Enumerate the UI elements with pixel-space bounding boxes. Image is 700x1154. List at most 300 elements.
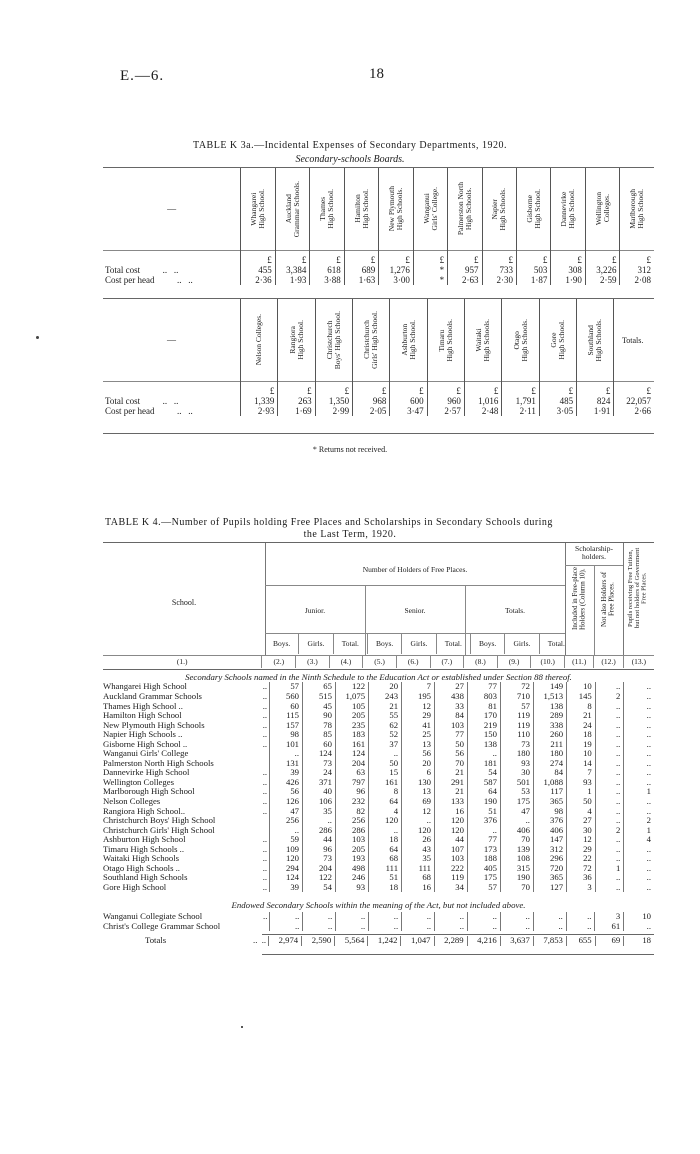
k4-school-name: Gisborne High School .. bbox=[103, 738, 188, 749]
k4-value: .. bbox=[270, 912, 303, 922]
stray-dot bbox=[36, 336, 39, 339]
k4-leader-dots: .. bbox=[262, 710, 268, 721]
k4-value: 119 bbox=[500, 720, 533, 730]
table-row bbox=[103, 720, 654, 730]
k3a-column-label: Marlborough High School. bbox=[628, 189, 646, 229]
k4-value: 149 bbox=[533, 682, 566, 692]
k3a-column-label: Auckland Grammar Schools. bbox=[283, 180, 301, 238]
k4-value: 501 bbox=[500, 777, 533, 787]
k3a-column-label: Wanganui Girls' College. bbox=[421, 187, 439, 231]
table-row bbox=[103, 787, 654, 797]
k4-value: 296 bbox=[533, 854, 566, 864]
k4-bottom-rule bbox=[262, 954, 654, 955]
k3a-value: 2·63 bbox=[448, 275, 482, 285]
k3a-value: 2·08 bbox=[620, 275, 654, 285]
k4-header bbox=[103, 543, 654, 669]
k4-value: 4 bbox=[567, 806, 596, 816]
k4-school-name: Hamilton High School bbox=[103, 710, 182, 721]
k3a-column-label: Dannevirke High School. bbox=[559, 189, 577, 229]
k4-leader-dots: .. bbox=[262, 795, 268, 806]
k4-value: .. bbox=[624, 777, 654, 787]
k4-value: 52 bbox=[369, 730, 402, 740]
k4-value: .. bbox=[402, 816, 435, 826]
k3a-row-label: Total cost .. .. bbox=[105, 395, 179, 406]
k4-value: 211 bbox=[533, 739, 566, 749]
k4-value: .. bbox=[624, 873, 654, 883]
k3a-value: 2·36 bbox=[241, 275, 275, 285]
k3a-column-header bbox=[502, 299, 539, 382]
k4-column-number: (9.) bbox=[497, 656, 531, 668]
k4-column-number: (12.) bbox=[593, 656, 622, 668]
k4-value: 82 bbox=[335, 806, 368, 816]
k3a-value: 824 bbox=[577, 396, 614, 406]
k4-leader-dots: .. bbox=[262, 834, 268, 845]
k4-value: .. bbox=[624, 739, 654, 749]
k3a-row-label: Cost per head .. .. bbox=[105, 274, 193, 285]
k3a-column-label: Nelson Colleges. bbox=[254, 314, 264, 366]
k4-value: 36 bbox=[567, 873, 596, 883]
k4-value: 44 bbox=[435, 835, 468, 845]
k3a-row-label: Cost per head .. .. bbox=[105, 405, 193, 416]
k3a-column-header bbox=[390, 299, 427, 382]
k4-value: 2,974 bbox=[269, 936, 302, 946]
k4-school-name: Marlborough High School bbox=[103, 786, 195, 797]
k4-value: 70 bbox=[500, 882, 533, 892]
k3a-value: 3,384 bbox=[275, 265, 310, 275]
k4-value: 222 bbox=[435, 863, 468, 873]
k4-value: 138 bbox=[467, 739, 500, 749]
k4-value: .. bbox=[369, 912, 402, 922]
k4-value: 406 bbox=[533, 825, 566, 835]
k4-value: 47 bbox=[270, 806, 303, 816]
k3a-value: 2·48 bbox=[464, 406, 501, 416]
k4-leader-dots: .. bbox=[262, 881, 268, 892]
k4-value: .. bbox=[500, 922, 533, 932]
k3a-currency: £ bbox=[482, 251, 516, 266]
k4-value: 7,853 bbox=[533, 936, 566, 946]
k4-value: 73 bbox=[500, 739, 533, 749]
k4-value: 406 bbox=[500, 825, 533, 835]
k3a-column-header bbox=[241, 168, 275, 251]
k4-value: 7 bbox=[567, 768, 596, 778]
k4-value: 64 bbox=[369, 844, 402, 854]
k3a-part1-table bbox=[103, 168, 654, 285]
k3a-value: 3·88 bbox=[310, 275, 344, 285]
k3a-column-label: Napier High Schools. bbox=[490, 187, 508, 231]
k4-value: 77 bbox=[435, 730, 468, 740]
k4-value: 1,088 bbox=[533, 777, 566, 787]
k4-school-name: Christchurch Girls' High School bbox=[103, 824, 215, 835]
k4-value: 13 bbox=[402, 739, 435, 749]
k3a-column-label: Christchurch Boys' High School. bbox=[324, 310, 342, 370]
k4-value: .. bbox=[369, 749, 402, 759]
k3a-totals-label: Totals. bbox=[621, 335, 644, 345]
k4-value: 175 bbox=[500, 797, 533, 807]
k3a-value: 600 bbox=[390, 396, 427, 406]
k4-value: .. bbox=[500, 912, 533, 922]
k3a-value: 1,339 bbox=[240, 396, 277, 406]
k4-value: 173 bbox=[467, 844, 500, 854]
k4-value: 105 bbox=[335, 701, 368, 711]
k4-value: .. bbox=[595, 844, 624, 854]
k3a-value: 3,226 bbox=[585, 265, 620, 275]
k4-value: 6 bbox=[402, 768, 435, 778]
k3a-bottom-rule bbox=[103, 433, 654, 434]
k4-value: 1 bbox=[624, 787, 654, 797]
k4-value: 69 bbox=[402, 797, 435, 807]
k4-value: 64 bbox=[467, 787, 500, 797]
k4-value: 193 bbox=[335, 854, 368, 864]
k3a-column-header bbox=[539, 299, 576, 382]
k4-value: 2 bbox=[624, 816, 654, 826]
k4-value: 33 bbox=[435, 701, 468, 711]
k3a-value: * bbox=[413, 265, 447, 275]
k4-value: .. bbox=[624, 720, 654, 730]
k4-value: 78 bbox=[303, 720, 336, 730]
k4-value: 51 bbox=[369, 873, 402, 883]
k3a-value: 263 bbox=[278, 396, 315, 406]
k4-value: .. bbox=[624, 922, 654, 932]
k4-value: 286 bbox=[335, 825, 368, 835]
page-number: 18 bbox=[369, 66, 384, 82]
k4-value: 29 bbox=[402, 711, 435, 721]
k3a-column-header bbox=[240, 299, 277, 382]
k4-value: 405 bbox=[467, 863, 500, 873]
k3a-currency: £ bbox=[353, 382, 390, 397]
k4-leader-dots: .. bbox=[263, 911, 268, 922]
k4-value: 93 bbox=[567, 777, 596, 787]
table-row bbox=[103, 701, 654, 711]
k4-value: 655 bbox=[566, 936, 595, 946]
k4-junior-header: Junior. bbox=[304, 606, 326, 615]
k4-leader-dots: .. bbox=[262, 738, 268, 749]
k3a-value: 960 bbox=[427, 396, 464, 406]
k4-school-name: New Plymouth High Schools bbox=[103, 719, 205, 730]
k4-school-name: Timaru High Schools .. bbox=[103, 843, 185, 854]
k3a-value: * bbox=[413, 275, 447, 285]
k3a-blank bbox=[103, 382, 240, 397]
k4-value: 12 bbox=[402, 701, 435, 711]
k4-column-number: (13.) bbox=[623, 656, 654, 668]
k4-value: .. bbox=[435, 912, 468, 922]
k3a-column-header bbox=[464, 299, 501, 382]
k4-value: 12 bbox=[567, 835, 596, 845]
k4-value: 126 bbox=[270, 797, 303, 807]
table-row bbox=[103, 816, 654, 826]
k4-value: 7 bbox=[402, 682, 435, 692]
k4-value: 294 bbox=[270, 863, 303, 873]
table-row bbox=[103, 882, 654, 892]
k4-value: .. bbox=[624, 749, 654, 759]
k4-value: 107 bbox=[435, 844, 468, 854]
k4-value: 710 bbox=[500, 692, 533, 702]
k4-value: .. bbox=[624, 797, 654, 807]
k4-value: 103 bbox=[335, 835, 368, 845]
k4-leader-dots: .. bbox=[262, 862, 268, 873]
k4-value: 62 bbox=[369, 720, 402, 730]
k4-value: .. bbox=[435, 922, 468, 932]
k4-subheader: Total. bbox=[436, 634, 470, 654]
k3a-value: 2·59 bbox=[585, 275, 620, 285]
k3a-value: 3·05 bbox=[539, 406, 576, 416]
k4-value: 256 bbox=[270, 816, 303, 826]
k4-value: .. bbox=[624, 758, 654, 768]
k3a-column-label: Gisborne High School. bbox=[524, 189, 542, 229]
k3a-column-header bbox=[413, 168, 447, 251]
k4-value: 43 bbox=[402, 844, 435, 854]
k4-value: 37 bbox=[369, 739, 402, 749]
k4-value: .. bbox=[467, 749, 500, 759]
k3a-value: 455 bbox=[241, 265, 275, 275]
k4-value: 108 bbox=[500, 854, 533, 864]
k4-school-name: Palmerston North High Schools bbox=[103, 757, 214, 768]
k4-value: 365 bbox=[533, 797, 566, 807]
k3a-currency: £ bbox=[315, 382, 352, 397]
k4-value: 291 bbox=[435, 777, 468, 787]
k4-value: 14 bbox=[567, 758, 596, 768]
k3a-currency: £ bbox=[241, 251, 275, 266]
k3a-column-header bbox=[344, 168, 378, 251]
k4-value: 1 bbox=[567, 787, 596, 797]
k4-value: 365 bbox=[533, 873, 566, 883]
k4-value: 498 bbox=[335, 863, 368, 873]
k3a-value: 485 bbox=[539, 396, 576, 406]
k4-value: 60 bbox=[270, 701, 303, 711]
k4-school-name: Napier High Schools .. bbox=[103, 729, 183, 740]
table-row bbox=[103, 797, 654, 807]
k3a-column-label: Otago High Schools. bbox=[511, 318, 529, 362]
k3a-totals-header bbox=[614, 299, 654, 382]
k4-value: 109 bbox=[270, 844, 303, 854]
k4-column-number: (7.) bbox=[430, 656, 464, 668]
k4-value: .. bbox=[467, 825, 500, 835]
k4-value: 138 bbox=[533, 701, 566, 711]
k4-subheader: Boys. bbox=[367, 634, 401, 654]
k4-value: 12 bbox=[402, 806, 435, 816]
k4-value: 286 bbox=[303, 825, 336, 835]
k4-value: 246 bbox=[335, 873, 368, 883]
k3a-value: 1·93 bbox=[275, 275, 310, 285]
k4-value: .. bbox=[270, 825, 303, 835]
k4-value: 190 bbox=[500, 873, 533, 883]
k4-value: 120 bbox=[435, 825, 468, 835]
k4-value: .. bbox=[624, 682, 654, 692]
k4-value: 8 bbox=[567, 701, 596, 711]
k4-value: 111 bbox=[402, 863, 435, 873]
k4-value: .. bbox=[595, 882, 624, 892]
k3a-currency: £ bbox=[577, 382, 614, 397]
k4-value: 47 bbox=[500, 806, 533, 816]
stray-mark bbox=[241, 1026, 243, 1028]
k3a-column-header bbox=[448, 168, 482, 251]
k4-value: 10 bbox=[567, 749, 596, 759]
k4-value: 56 bbox=[270, 787, 303, 797]
k4-value: 188 bbox=[467, 854, 500, 864]
k4-value: 93 bbox=[335, 882, 368, 892]
k4-value: 63 bbox=[335, 768, 368, 778]
k4-value: 84 bbox=[533, 768, 566, 778]
k4-value: 93 bbox=[500, 758, 533, 768]
k4-value: 40 bbox=[303, 787, 336, 797]
k4-value: 35 bbox=[402, 854, 435, 864]
k3a-value: 1·90 bbox=[551, 275, 585, 285]
k3a-value: 3·47 bbox=[390, 406, 427, 416]
k3a-currency: £ bbox=[448, 251, 482, 266]
table-row bbox=[103, 711, 654, 721]
k4-value: .. bbox=[500, 816, 533, 826]
k4-value: .. bbox=[270, 922, 303, 932]
k4-value: .. bbox=[595, 768, 624, 778]
k4-value: 376 bbox=[533, 816, 566, 826]
k4-section2-heading: Endowed Secondary Schools within the meaning of the Act, but not included above. bbox=[231, 900, 526, 910]
k4-value: 127 bbox=[533, 882, 566, 892]
k4-value: 243 bbox=[369, 692, 402, 702]
k4-value: .. bbox=[336, 912, 369, 922]
k4-value: 27 bbox=[567, 816, 596, 826]
k4-subheader: Boys. bbox=[273, 639, 291, 648]
k4-value: 204 bbox=[303, 863, 336, 873]
k4-totals-header: Totals. bbox=[504, 606, 526, 615]
k4-value: 60 bbox=[303, 739, 336, 749]
k4-value: .. bbox=[402, 912, 435, 922]
k4-value: 64 bbox=[369, 797, 402, 807]
k4-value: 204 bbox=[335, 758, 368, 768]
k4-value: 190 bbox=[467, 797, 500, 807]
k4-value: 147 bbox=[533, 835, 566, 845]
k4-value: 26 bbox=[402, 835, 435, 845]
k4-value: 1,047 bbox=[401, 936, 434, 946]
k4-value: 30 bbox=[567, 825, 596, 835]
k4-leader-dots: .. bbox=[262, 872, 268, 883]
k4-value: 19 bbox=[567, 739, 596, 749]
k3a-column-label: Hamilton High School. bbox=[352, 189, 370, 229]
k4-included-header: Included in Free-place Holders (Column 10). bbox=[571, 567, 587, 631]
k4-value: .. bbox=[595, 816, 624, 826]
k3a-dash-header: — bbox=[167, 203, 177, 214]
k4-value: 205 bbox=[335, 711, 368, 721]
k4-value: 110 bbox=[500, 730, 533, 740]
k3a-value: 733 bbox=[482, 265, 516, 275]
k4-value: .. bbox=[369, 922, 402, 932]
k4-value: .. bbox=[624, 863, 654, 873]
k3a-currency: £ bbox=[516, 251, 550, 266]
k4-school-header: School. bbox=[171, 598, 197, 607]
k4-value: .. bbox=[533, 922, 566, 932]
k4-leader-dots: .. bbox=[262, 719, 268, 730]
k4-value: 2 bbox=[595, 692, 624, 702]
k4-value: 180 bbox=[533, 749, 566, 759]
k4-value: 1,075 bbox=[335, 692, 368, 702]
k3a-currency: £ bbox=[275, 251, 310, 266]
k4-value: 56 bbox=[402, 749, 435, 759]
k4-value: 16 bbox=[402, 882, 435, 892]
k4-value: 175 bbox=[467, 873, 500, 883]
table-row bbox=[103, 835, 654, 845]
k3a-value: 2·11 bbox=[502, 406, 539, 416]
k3a-column-label: Timaru High Schools. bbox=[436, 318, 454, 362]
k4-value: 20 bbox=[369, 682, 402, 692]
k4-value: 122 bbox=[303, 873, 336, 883]
k4-school-name: Dannevirke High School bbox=[103, 767, 190, 778]
k3a-column-header bbox=[353, 299, 390, 382]
k4-subheader: Girls. bbox=[298, 634, 332, 654]
k4-value: 56 bbox=[435, 749, 468, 759]
k4-value: 130 bbox=[402, 777, 435, 787]
k4-value: 120 bbox=[435, 816, 468, 826]
k4-value: 180 bbox=[500, 749, 533, 759]
k4-value: 21 bbox=[435, 768, 468, 778]
k4-value: 55 bbox=[369, 711, 402, 721]
k3a-column-label: Waitaki High Schools. bbox=[474, 318, 492, 362]
k4-value: 35 bbox=[303, 806, 336, 816]
k4-value: 120 bbox=[270, 854, 303, 864]
k3a-value: 1,791 bbox=[502, 396, 539, 406]
table-row bbox=[103, 730, 654, 740]
k4-value: 515 bbox=[303, 692, 336, 702]
k4-value: 115 bbox=[270, 711, 303, 721]
k4-value: 3,637 bbox=[500, 936, 533, 946]
k3a-column-header bbox=[482, 168, 516, 251]
k4-header-rule bbox=[103, 669, 654, 670]
k4-value: 65 bbox=[303, 682, 336, 692]
k3a-column-header bbox=[585, 168, 620, 251]
k4-totals-table bbox=[103, 936, 654, 946]
k4-value: 438 bbox=[435, 692, 468, 702]
k4-section1-heading: Secondary Schools named in the Ninth Schedule to the Education Act or established under Section 88 thereof. bbox=[185, 672, 572, 682]
k4-column-number: (1.) bbox=[176, 657, 188, 666]
k4-value: 20 bbox=[402, 758, 435, 768]
k4-value: 21 bbox=[435, 787, 468, 797]
k4-leader-dots: .. bbox=[262, 681, 268, 692]
k3a-column-header bbox=[278, 299, 315, 382]
k4-school-name: Otago High Schools .. bbox=[103, 862, 180, 873]
k4-value: .. bbox=[270, 749, 303, 759]
k3a-column-label: Ashburton High School. bbox=[399, 320, 417, 360]
k4-value: 124 bbox=[303, 749, 336, 759]
k4-school-name: Whangarei High School bbox=[103, 681, 187, 692]
k3a-row-label: Total cost .. .. bbox=[105, 264, 179, 275]
k3a-currency: £ bbox=[502, 382, 539, 397]
k4-subheader: Boys. bbox=[470, 634, 504, 654]
k4-value: 73 bbox=[303, 854, 336, 864]
k4-value: 25 bbox=[402, 730, 435, 740]
k4-value: 3 bbox=[567, 882, 596, 892]
k3a-value: 22,057 bbox=[614, 396, 654, 406]
k4-free-places-header: Number of Holders of Free Places. bbox=[362, 565, 468, 574]
k4-value: 84 bbox=[435, 711, 468, 721]
k4-value: 183 bbox=[335, 730, 368, 740]
k4-value: 73 bbox=[303, 758, 336, 768]
k3a-value: 968 bbox=[353, 396, 390, 406]
k3a-currency: £ bbox=[551, 251, 585, 266]
k4-school-name: Rangiora High School.. bbox=[103, 805, 186, 816]
k4-column-number: (8.) bbox=[463, 656, 497, 668]
k4-value: 4,216 bbox=[467, 936, 500, 946]
k4-value: .. bbox=[624, 768, 654, 778]
k4-leader-dots bbox=[251, 749, 269, 759]
k3a-column-header bbox=[315, 299, 352, 382]
k4-value: 53 bbox=[500, 787, 533, 797]
k4-scholarship-header: Scholarship-holders. bbox=[575, 544, 613, 562]
k4-value: .. bbox=[467, 912, 500, 922]
k4-value: .. bbox=[624, 806, 654, 816]
k4-leader-dots bbox=[252, 922, 270, 932]
k4-value: .. bbox=[595, 854, 624, 864]
k4-value: 260 bbox=[533, 730, 566, 740]
k4-value: .. bbox=[624, 692, 654, 702]
k3a-value: 689 bbox=[344, 265, 378, 275]
k4-value: 131 bbox=[270, 758, 303, 768]
